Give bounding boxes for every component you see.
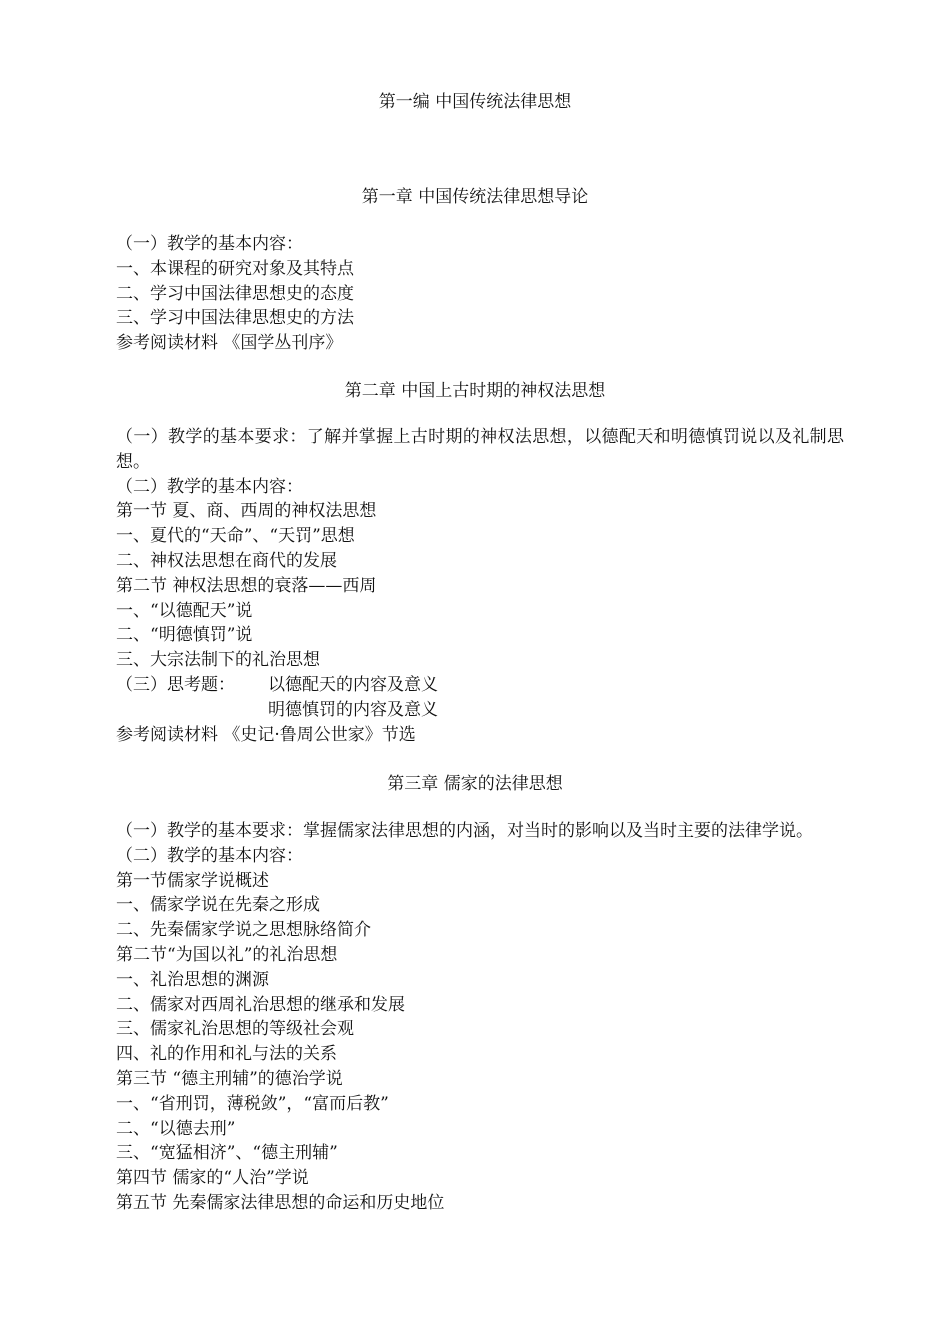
chapter-3-line: 第一节儒家学说概述	[116, 870, 269, 891]
chapter-2-line: 一、“以德配天”说	[116, 600, 253, 621]
chapter-1-line: 三、学习中国法律思想史的方法	[116, 308, 354, 329]
chapter-3-line: 第四节 儒家的“人治”学说	[116, 1168, 309, 1189]
chapter-3-line: （二）教学的基本内容：	[116, 845, 303, 866]
chapter-3-line: 四、礼的作用和礼与法的关系	[116, 1044, 337, 1065]
chapter-1-line: 一、本课程的研究对象及其特点	[116, 258, 354, 279]
chapter-1-body	[116, 232, 844, 356]
chapter-2-think-row	[116, 698, 844, 723]
chapter-1-reading: 参考阅读材料 《国学丛刊序》	[116, 333, 343, 354]
chapter-2-requirement: （一）教学的基本要求：了解并掌握上古时期的神权法思想，以德配天和明德慎罚说以及礼制思想。	[116, 427, 844, 472]
chapter-2-title: 第二章 中国上古时期的神权法思想	[344, 381, 606, 401]
chapter-2-body	[116, 425, 844, 747]
chapter-2-reading: 参考阅读材料 《史记·鲁周公世家》节选	[116, 724, 416, 745]
chapter-3-line: 第二节“为国以礼”的礼治思想	[116, 944, 338, 965]
chapter-2-line: 二、神权法思想在商代的发展	[116, 550, 337, 571]
think-question-item: 以德配天的内容及意义	[268, 674, 438, 695]
chapter-1-line: （一）教学的基本内容：	[116, 234, 303, 254]
think-question-item: 明德慎罚的内容及意义	[268, 699, 438, 720]
chapter-3-body	[116, 819, 844, 1216]
chapter-3-line: 三、“宽猛相济”、“德主刑辅”	[116, 1143, 338, 1164]
chapter-3-line: 二、儒家对西周礼治思想的继承和发展	[116, 994, 405, 1015]
chapter-3-line: 一、礼治思想的渊源	[116, 969, 269, 990]
chapter-2-line: 第二节 神权法思想的衰落——西周	[116, 575, 377, 596]
chapter-1-line: 二、学习中国法律思想史的态度	[116, 283, 354, 304]
part-title: 第一编 中国传统法律思想	[378, 92, 572, 112]
chapter-3-line: 一、“省刑罚，薄税敛”，“富而后教”	[116, 1093, 389, 1114]
chapter-3-requirement: （一）教学的基本要求：掌握儒家法律思想的内涵，对当时的影响以及当时主要的法律学说。	[116, 821, 813, 841]
chapter-3-line: 二、“以德去刑”	[116, 1118, 236, 1139]
chapter-2-line: 三、大宗法制下的礼治思想	[116, 650, 320, 671]
chapter-3-line: 三、儒家礼治思想的等级社会观	[116, 1019, 354, 1040]
chapter-3-line: 一、儒家学说在先秦之形成	[116, 895, 320, 916]
chapter-2-line: 一、夏代的“天命”、“天罚”思想	[116, 526, 355, 547]
chapter-3-line: 第五节 先秦儒家法律思想的命运和历史地位	[116, 1192, 445, 1213]
chapter-3-title: 第三章 儒家的法律思想	[387, 774, 563, 794]
chapter-2-line: 二、“明德慎罚”说	[116, 625, 253, 646]
chapter-2-line: （二）教学的基本内容：	[116, 476, 303, 497]
chapter-3-line: 二、先秦儒家学说之思想脉络简介	[116, 920, 371, 941]
chapter-3-line: 第三节 “德主刑辅”的德治学说	[116, 1068, 343, 1089]
chapter-2-think-row	[116, 673, 844, 698]
think-question-label: （三）思考题：	[116, 674, 235, 695]
chapter-1-title: 第一章 中国传统法律思想导论	[361, 187, 589, 207]
chapter-2-line: 第一节 夏、商、西周的神权法思想	[116, 501, 377, 522]
